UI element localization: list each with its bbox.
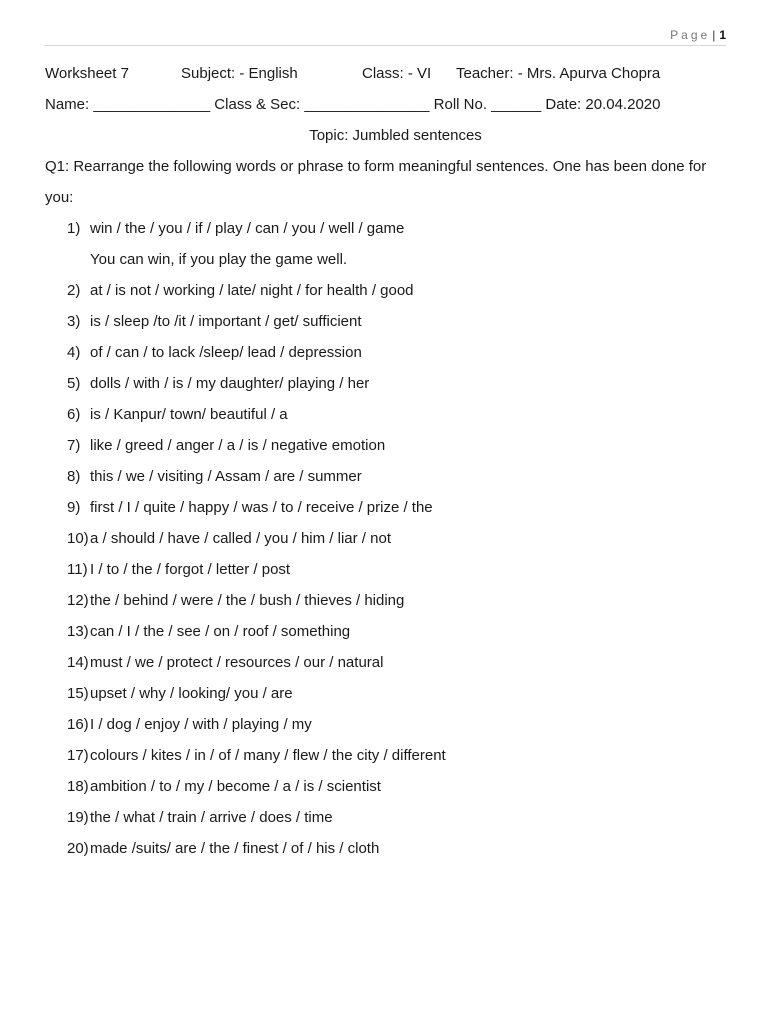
- info-row: [45, 58, 726, 89]
- name-row: Name: ______________ Class & Sec: _______________ Roll No. ______ Date: 20.04.2020: [45, 96, 661, 113]
- list-item: 12) the / behind / were / the / bush / thieves / hiding: [67, 592, 405, 609]
- worksheet-number: Worksheet 7: [45, 65, 129, 82]
- list-item: 17) colours / kites / in / of / many / flew / the city / different: [67, 747, 446, 764]
- subject: Subject: - English: [181, 65, 298, 82]
- list-item: 7) like / greed / anger / a / is / negative emotion: [67, 437, 386, 454]
- list-item: 10) a / should / have / called / you / him / liar / not: [67, 530, 391, 547]
- page-separator: |: [712, 28, 716, 42]
- list-item: 6) is / Kanpur/ town/ beautiful / a: [67, 406, 288, 423]
- list-item: 5) dolls / with / is / my daughter/ playing / her: [67, 375, 370, 392]
- question-text: Q1: Rearrange the following words or phrase to form meaningful sentences. One has been done for you:: [45, 158, 707, 206]
- worksheet-body: [45, 58, 726, 864]
- example-answer: You can win, if you play the game well.: [90, 251, 348, 268]
- class: Class: - VI: [362, 65, 432, 82]
- teacher: Teacher: - Mrs. Apurva Chopra: [456, 65, 661, 82]
- list-item: 9) first / I / quite / happy / was / to / receive / prize / the: [67, 499, 433, 516]
- list-item: 8) this / we / visiting / Assam / are / summer: [67, 468, 362, 485]
- list-item: 18) ambition / to / my / become / a / is / scientist: [67, 778, 381, 795]
- list-item: 1) win / the / you / if / play / can / you / well / game: [67, 220, 405, 237]
- page-number: 1: [719, 28, 726, 42]
- page-header: [670, 28, 726, 42]
- topic: Topic: Jumbled sentences: [309, 127, 482, 144]
- jumbled-list: [45, 213, 726, 864]
- page-label: Page: [670, 28, 711, 42]
- list-item: 3) is / sleep /to /it / important / get/ sufficient: [67, 313, 362, 330]
- list-item: 14) must / we / protect / resources / our / natural: [67, 654, 384, 671]
- header-rule: [44, 45, 726, 46]
- list-item: 15) upset / why / looking/ you / are: [67, 685, 293, 702]
- list-item: 13) can / I / the / see / on / roof / something: [67, 623, 351, 640]
- list-item: 11) I / to / the / forgot / letter / post: [67, 561, 291, 578]
- list-item: 2) at / is not / working / late/ night / for health / good: [67, 282, 414, 299]
- list-item: 20) made /suits/ are / the / finest / of / his / cloth: [67, 840, 380, 857]
- list-item: 4) of / can / to lack /sleep/ lead / depression: [67, 344, 362, 361]
- list-item: 19) the / what / train / arrive / does / time: [67, 809, 333, 826]
- list-item: 16) I / dog / enjoy / with / playing / my: [67, 716, 312, 733]
